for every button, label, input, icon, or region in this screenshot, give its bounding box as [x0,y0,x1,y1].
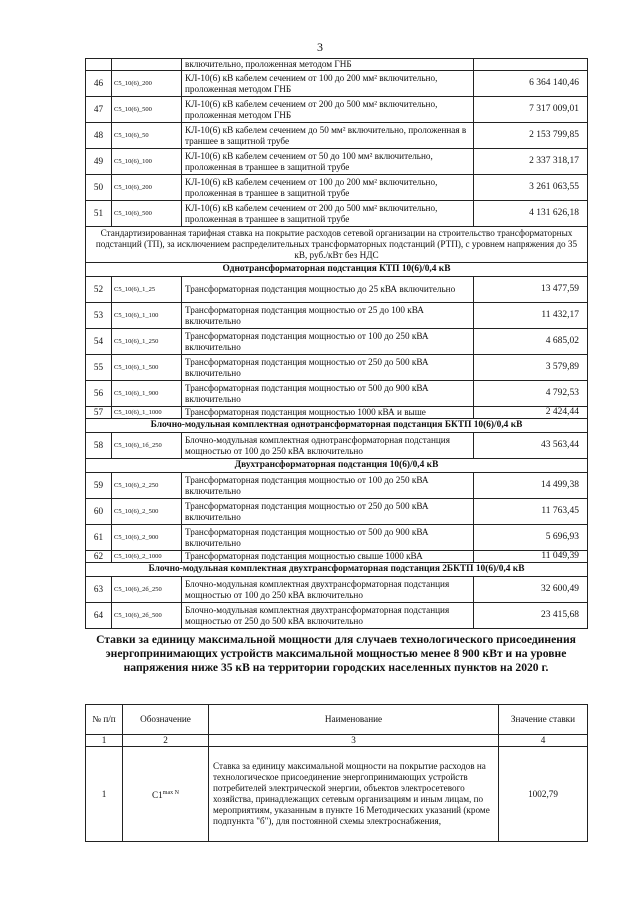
row-value: 43 563,44 [474,433,588,459]
table-row [86,355,588,381]
row-number: 46 [86,71,112,97]
row-code: C5_10(6)_500 [112,201,182,227]
row-name: Трансформаторная подстанция мощностью свыше 1000 кВА [182,551,474,563]
section-header: Двухтрансформаторная подстанция 10(6)/0,4 кВ [86,459,588,473]
row-code: C5_10(6)_2б_500 [112,603,182,629]
row-description: Ставка за единицу максимальной мощности на покрытие расходов на технологическое присоединение энергопринимающих устройств потребителей электрической энергии, объектов электросетевого хозяйства, принадлежащих сетевым организациям и иным лицам, по мероприятиям, указанным в пункте 16 Методических указаний (кроме подпункта "б"), для постоянной схемы электроснабжения, [209,747,499,842]
col-number: 4 [499,735,588,747]
row-code: C5_10(6)_50 [112,123,182,149]
row-value: 4 792,53 [474,381,588,407]
row-code: C5_10(6)_2_1000 [112,551,182,563]
table-row [86,97,588,123]
row-value: 4 685,02 [474,329,588,355]
section-header-row [86,459,588,473]
row-value: 2 424,44 [474,407,588,419]
row-code: C5_10(6)_200 [112,175,182,201]
row-value: 7 317 009,01 [474,97,588,123]
row-number: 64 [86,603,112,629]
row-code: C5_10(6)_1_500 [112,355,182,381]
row-name: КЛ-10(6) кВ кабелем сечением от 200 до 500 мм² включительно, проложенная методом ГНБ [182,97,474,123]
table-row [86,201,588,227]
rate-table [85,704,588,842]
section-header: Однотрансформаторная подстанция КТП 10(6)/0,4 кВ [86,263,588,277]
row-value: 3 579,89 [474,355,588,381]
row-designation [123,747,209,842]
row-code: C5_10(6)_1_250 [112,329,182,355]
row-value: 11 432,17 [474,303,588,329]
table-row [86,175,588,201]
header-row [86,705,588,735]
row-value: 2 337 318,17 [474,149,588,175]
table-row [86,123,588,149]
row-number: 62 [86,551,112,563]
row-number: 50 [86,175,112,201]
row-number: 59 [86,473,112,499]
row-value: 4 131 626,18 [474,201,588,227]
row-name: включительно, проложенная методом ГНБ [182,59,474,71]
row-name: КЛ-10(6) кВ кабелем сечением от 50 до 100 мм² включительно, проложенная в траншее в защитной трубе [182,149,474,175]
row-name: КЛ-10(6) кВ кабелем сечением до 50 мм² включительно, проложенная в траншее в защитной трубе [182,123,474,149]
row-number: 56 [86,381,112,407]
header-designation: Обозначение [123,705,209,735]
row-code: C5_10(6)_1_25 [112,277,182,303]
row-value [474,59,588,71]
row-number [86,59,112,71]
row-code: C5_10(6)_100 [112,149,182,175]
col-number: 1 [86,735,123,747]
row-name: Трансформаторная подстанция мощностью от 250 до 500 кВА включительно [182,499,474,525]
row-name: Блочно-модульная комплектная двухтрансформаторная подстанция мощностью от 100 до 250 кВА включительно [182,577,474,603]
row-number: 55 [86,355,112,381]
row-value: 23 415,68 [474,603,588,629]
row-name: Трансформаторная подстанция мощностью от 100 до 250 кВА включительно [182,473,474,499]
row-number: 49 [86,149,112,175]
row-code: C5_10(6)_2_500 [112,499,182,525]
row-name: Трансформаторная подстанция мощностью от 500 до 900 кВА включительно [182,381,474,407]
table-row [86,149,588,175]
row-name: Трансформаторная подстанция мощностью от 500 до 900 кВА включительно [182,525,474,551]
row-value: 5 696,93 [474,525,588,551]
row-name: Трансформаторная подстанция мощностью от 250 до 500 кВА включительно [182,355,474,381]
row-code: C5_10(6)_1_900 [112,381,182,407]
row-number: 47 [86,97,112,123]
row-name: Трансформаторная подстанция мощностью до 25 кВА включительно [182,277,474,303]
row-number: 1 [86,747,123,842]
section-header: Блочно-модульная комплектная однотрансформаторная подстанция БКТП 10(6)/0,4 кВ [86,419,588,433]
col-number: 3 [209,735,499,747]
section-header-row [86,563,588,577]
section-header-row [86,263,588,277]
row-number: 63 [86,577,112,603]
row-code: C5_10(6)_2б_250 [112,577,182,603]
table-row [86,303,588,329]
table-row [86,603,588,629]
row-value: 11 049,39 [474,551,588,563]
row-value: 6 364 140,46 [474,71,588,97]
standard-rate-text-row [86,227,588,263]
row-number: 51 [86,201,112,227]
table-row [86,747,588,842]
row-name: Блочно-модульная комплектная однотрансформаторная подстанция мощностью от 100 до 250 кВА включительно [182,433,474,459]
table-row [86,71,588,97]
row-code: C5_10(6)_2_250 [112,473,182,499]
section-title: Ставки за единицу максимальной мощности для случаев технологического присоединения энергопринимающих устройств максимальной мощностью менее 8 900 кВт и на уровне напряжения ниже 35 кВ на территории городских населенных пунктов на 2020 г. [96,633,576,674]
table-row [86,577,588,603]
table-row [86,381,588,407]
row-code [112,59,182,71]
row-name: КЛ-10(6) кВ кабелем сечением от 100 до 200 мм² включительно, проложенная в траншее в защитной трубе [182,175,474,201]
row-number: 48 [86,123,112,149]
header-name: Наименование [209,705,499,735]
row-value: 13 477,59 [474,277,588,303]
tariff-table [85,58,588,629]
table-row [86,59,588,71]
column-number-row [86,735,588,747]
row-number: 52 [86,277,112,303]
row-value: 2 153 799,85 [474,123,588,149]
table-row [86,433,588,459]
row-code: C5_10(6)_1_100 [112,303,182,329]
standard-rate-text: Стандартизированная тарифная ставка на покрытие расходов сетевой организации на строительство трансформаторных подстанций (ТП), за исключением распределительных трансформаторных подстанций (РТП), с уровнем напряжения до 35 кВ, руб./кВт без НДС [86,227,588,263]
table-row [86,329,588,355]
row-name: Блочно-модульная комплектная двухтрансформаторная подстанция мощностью от 250 до 500 кВА включительно [182,603,474,629]
row-code: C5_10(6)_1б_250 [112,433,182,459]
section-header: Блочно-модульная комплектная двухтрансформаторная подстанция 2БКТП 10(6)/0,4 кВ [86,563,588,577]
row-name: Трансформаторная подстанция мощностью от 25 до 100 кВА включительно [182,303,474,329]
row-code: C5_10(6)_1_1000 [112,407,182,419]
table-row [86,277,588,303]
row-value: 11 763,45 [474,499,588,525]
table-row [86,473,588,499]
row-code: C5_10(6)_2_900 [112,525,182,551]
row-number: 53 [86,303,112,329]
table-row [86,499,588,525]
row-name: Трансформаторная подстанция мощностью 1000 кВА и выше [182,407,474,419]
row-code: C5_10(6)_500 [112,97,182,123]
page-number: 3 [317,40,323,54]
row-number: 61 [86,525,112,551]
row-number: 54 [86,329,112,355]
header-value: Значение ставки [499,705,588,735]
table-row [86,525,588,551]
row-value: 3 261 063,55 [474,175,588,201]
row-value: 1002,79 [499,747,588,842]
row-name: КЛ-10(6) кВ кабелем сечением от 200 до 500 мм² включительно, проложенная в траншее в защитной трубе [182,201,474,227]
table-row [86,407,588,419]
row-name: КЛ-10(6) кВ кабелем сечением от 100 до 200 мм² включительно, проложенная методом ГНБ [182,71,474,97]
row-code: C5_10(6)_200 [112,71,182,97]
row-name: Трансформаторная подстанция мощностью от 100 до 250 кВА включительно [182,329,474,355]
row-value: 14 499,38 [474,473,588,499]
row-number: 57 [86,407,112,419]
designation-symbol: $C1^{max N}$ [152,789,179,800]
section-header-row [86,419,588,433]
row-number: 58 [86,433,112,459]
designation-superscript: max N [162,789,179,796]
col-number: 2 [123,735,209,747]
table-row [86,551,588,563]
row-value: 32 600,49 [474,577,588,603]
header-num: № п/п [86,705,123,735]
row-number: 60 [86,499,112,525]
